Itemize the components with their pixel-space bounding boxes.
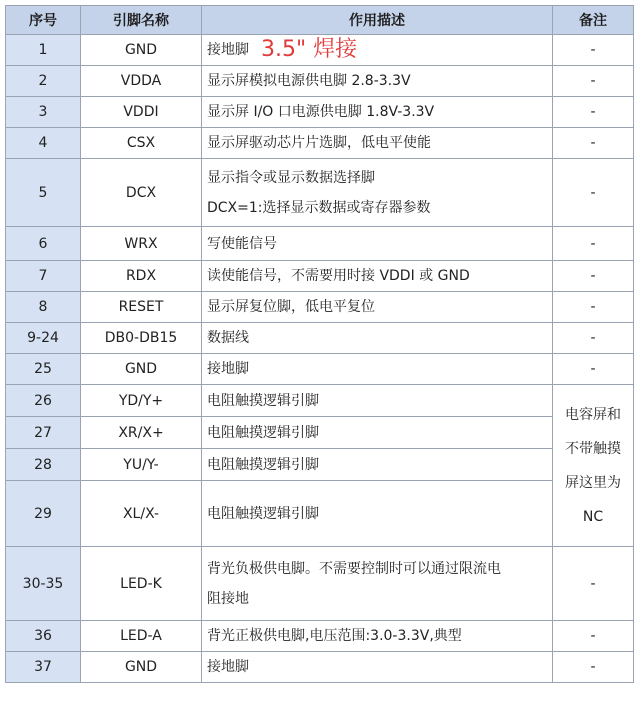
pin-description: 接地脚 (202, 652, 553, 683)
pin-name: DCX (81, 159, 202, 227)
pin-description (202, 35, 553, 66)
table-row (6, 128, 634, 159)
description-line: DCX=1:选择显示数据或寄存器参数 (207, 199, 431, 216)
table-row (6, 66, 634, 97)
pin-name: XL/X- (81, 481, 202, 547)
pin-name: XR/X+ (81, 417, 202, 449)
pin-description (202, 547, 553, 621)
pin-name: GND (81, 354, 202, 385)
row-number: 27 (6, 417, 81, 449)
note-cell: - (553, 261, 634, 292)
row-number: 9-24 (6, 323, 81, 354)
note-cell: - (553, 66, 634, 97)
pin-description: 接地脚 (202, 354, 553, 385)
note-cell: - (553, 323, 634, 354)
header-pin-name: 引脚名称 (81, 6, 202, 35)
row-number: 1 (6, 35, 81, 66)
table-row (6, 417, 634, 449)
solder-annotation: 3.5" 焊接 (261, 37, 358, 62)
table-row (6, 652, 634, 683)
table-row (6, 261, 634, 292)
row-number: 6 (6, 227, 81, 261)
row-number: 37 (6, 652, 81, 683)
note-cell: - (553, 97, 634, 128)
pin-description: 显示屏复位脚，低电平复位 (202, 292, 553, 323)
table-row (6, 354, 634, 385)
table-row (6, 227, 634, 261)
pin-description: 数据线 (202, 323, 553, 354)
pin-description: 电阻触摸逻辑引脚 (202, 417, 553, 449)
row-number: 8 (6, 292, 81, 323)
note-cell: - (553, 227, 634, 261)
touch-note-line: NC (582, 508, 604, 525)
note-cell: - (553, 652, 634, 683)
row-number: 3 (6, 97, 81, 128)
pin-name: GND (81, 35, 202, 66)
note-cell: - (553, 35, 634, 66)
pin-description: 电阻触摸逻辑引脚 (202, 481, 553, 547)
pin-name: VDDA (81, 66, 202, 97)
touch-note-cell (553, 385, 634, 547)
pin-name: LED-K (81, 547, 202, 621)
row-number: 25 (6, 354, 81, 385)
description-line: 阻接地 (207, 590, 249, 607)
pin-table (5, 5, 634, 683)
pin-name: WRX (81, 227, 202, 261)
pin-description: 显示屏模拟电源供电脚 2.8-3.3V (202, 66, 553, 97)
pin-description: 显示屏驱动芯片片选脚，低电平使能 (202, 128, 553, 159)
pin-name: VDDI (81, 97, 202, 128)
row-number: 29 (6, 481, 81, 547)
pin-description (202, 159, 553, 227)
pin-name: LED-A (81, 621, 202, 652)
pin-name: YD/Y+ (81, 385, 202, 417)
touch-note-line: 不带触摸 (565, 440, 621, 457)
table-row (6, 449, 634, 481)
pin-name: RESET (81, 292, 202, 323)
row-number: 4 (6, 128, 81, 159)
header-note: 备注 (553, 6, 634, 35)
touch-note-line: 电容屏和 (565, 406, 621, 423)
pin-name: YU/Y- (81, 449, 202, 481)
note-cell: - (553, 621, 634, 652)
table-row (6, 621, 634, 652)
description-line: 背光负极供电脚。不需要控制时可以通过限流电 (207, 560, 501, 577)
pin-name: GND (81, 652, 202, 683)
header-seq: 序号 (6, 6, 81, 35)
pin-description: 电阻触摸逻辑引脚 (202, 449, 553, 481)
row-number: 26 (6, 385, 81, 417)
pin-description: 显示屏 I/O 口电源供电脚 1.8V-3.3V (202, 97, 553, 128)
note-cell: - (553, 159, 634, 227)
pin-name: RDX (81, 261, 202, 292)
pin-description: 读使能信号，不需要用时接 VDDI 或 GND (202, 261, 553, 292)
table-row (6, 35, 634, 66)
row-number: 5 (6, 159, 81, 227)
table-header-row (6, 6, 634, 35)
note-cell: - (553, 128, 634, 159)
description-text: 接地脚 (207, 42, 249, 58)
table-row (6, 292, 634, 323)
pin-description: 背光正极供电脚,电压范围:3.0-3.3V,典型 (202, 621, 553, 652)
table-row (6, 97, 634, 128)
pin-name: CSX (81, 128, 202, 159)
table-row (6, 159, 634, 227)
note-cell: - (553, 547, 634, 621)
table-row (6, 323, 634, 354)
row-number: 7 (6, 261, 81, 292)
header-function: 作用描述 (202, 6, 553, 35)
row-number: 36 (6, 621, 81, 652)
row-number: 30-35 (6, 547, 81, 621)
row-number: 2 (6, 66, 81, 97)
table-row (6, 481, 634, 547)
row-number: 28 (6, 449, 81, 481)
note-cell: - (553, 354, 634, 385)
pin-description: 电阻触摸逻辑引脚 (202, 385, 553, 417)
description-line: 显示指令或显示数据选择脚 (207, 169, 375, 186)
table-row (6, 385, 634, 417)
note-cell: - (553, 292, 634, 323)
pin-description: 写使能信号 (202, 227, 553, 261)
touch-note-line: 屏这里为 (565, 474, 621, 491)
table-row (6, 547, 634, 621)
pin-name: DB0-DB15 (81, 323, 202, 354)
